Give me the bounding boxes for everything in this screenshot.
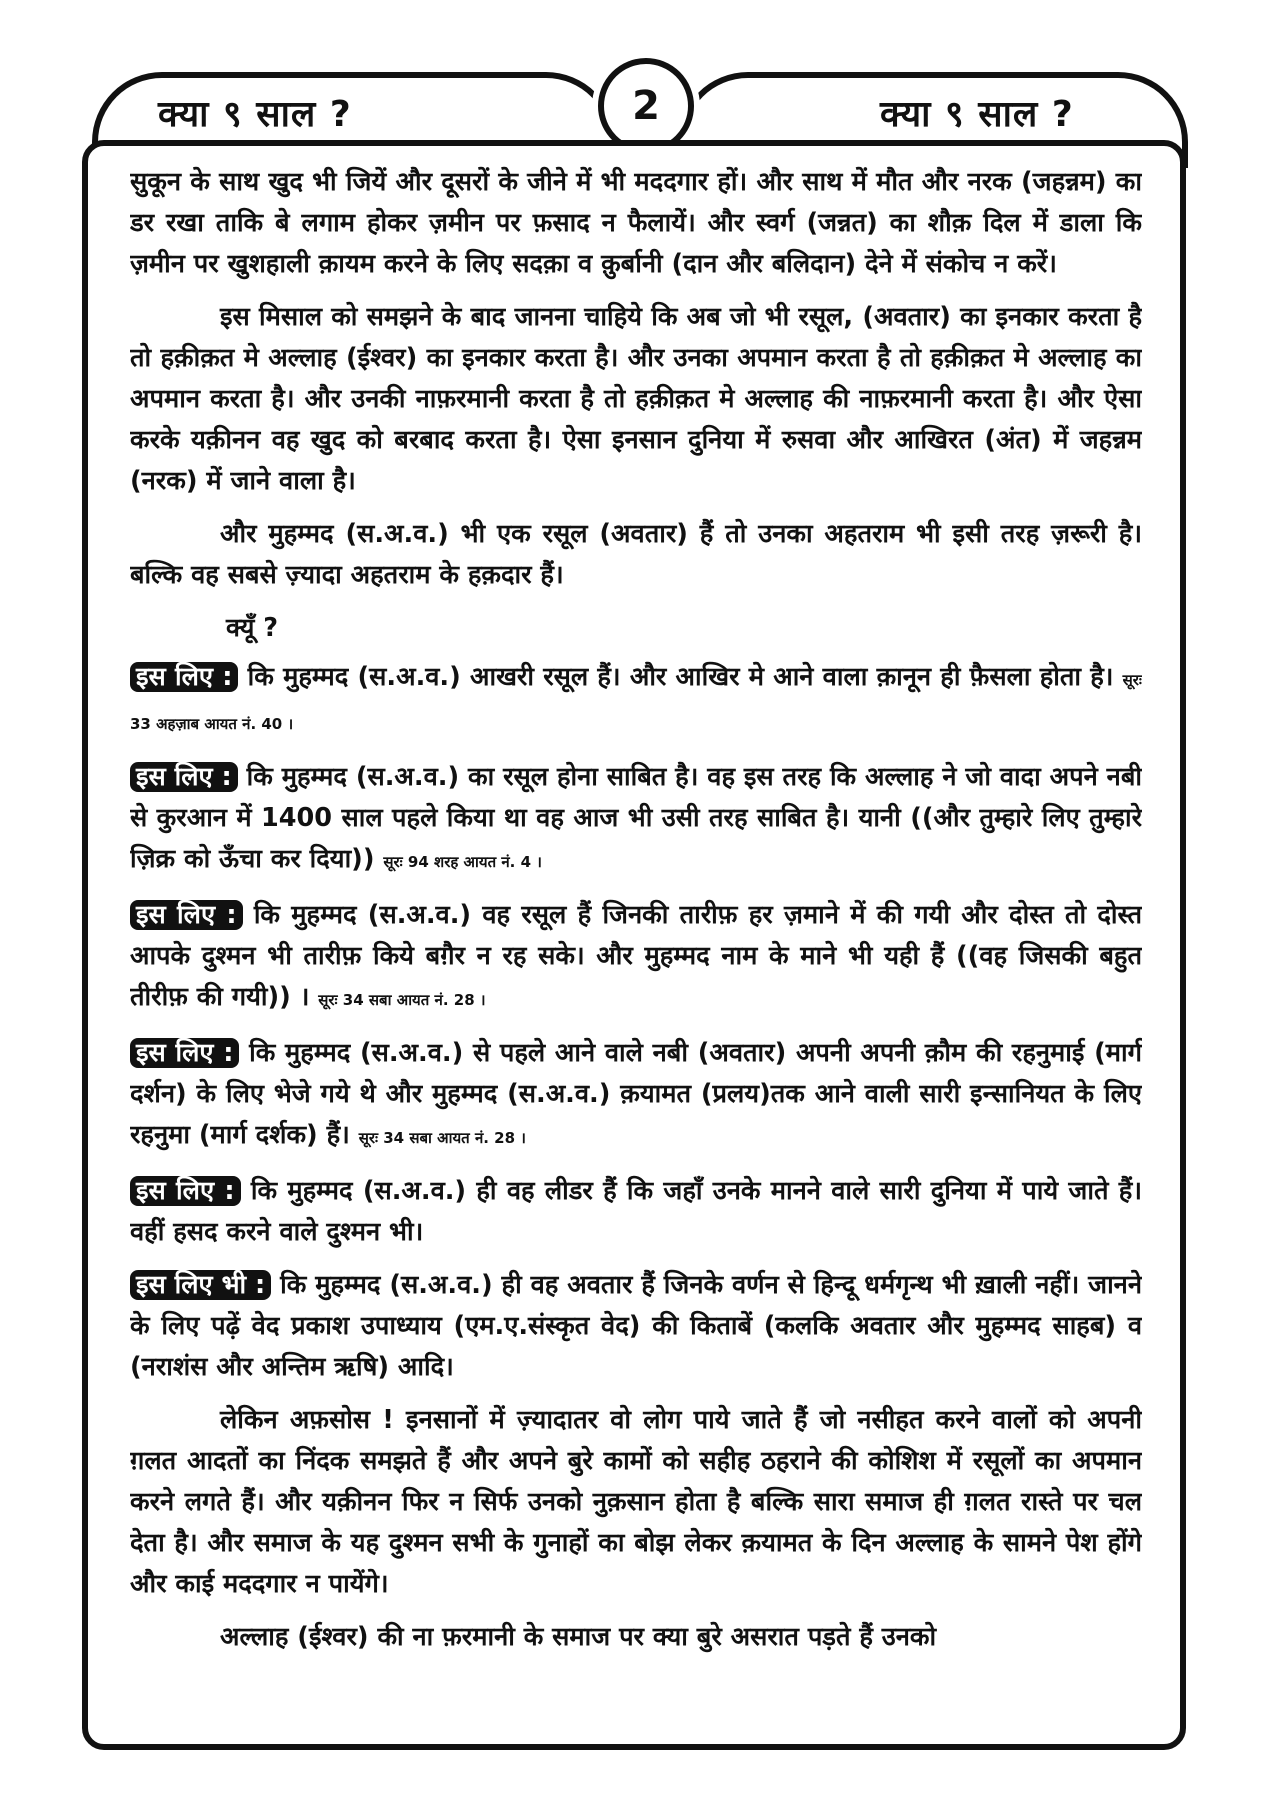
reason-paragraph	[130, 657, 1142, 745]
reason-text: कि मुहम्मद (स.अ.व.) ही वह लीडर हैं कि जहाँ उनके मानने वाले सारी दुनिया में पाये जाते हैं। वहीं हसद करने वाले दुश्मन भी।	[130, 1176, 1142, 1247]
paragraph-final: अल्लाह (ईश्वर) की ना फ़रमानी के समाज पर क्या बुरे असरात पड़ते हैं उनको	[220, 1622, 937, 1652]
reason-label: इस लिए :	[130, 900, 243, 930]
reason-text: कि मुहम्मद (स.अ.व.) आखरी रसूल हैं। और आखिर मे आने वाला क़ानून ही फ़ैसला होता है।	[247, 662, 1114, 692]
reason-reference: सूरः 33 अहज़ाब आयत नं. 40 ।	[130, 671, 1142, 733]
paragraph-afsos: लेकिन अफ़सोस ! इनसानों में ज़्यादातर वो लोग पाये जाते हैं जो नसीहत करने वालों को अपनी ग़लत आदतों का निंदक समझते हैं और अपने बुरे कामों को सहीह ठहराने की कोशिश में रसूलों का अपमान करने लगते हैं। और यक़ीनन फिर न सिर्फ उनको नुक़सान होता है बल्कि सारा समाज ही ग़लत रास्ते पर चल देता है। और समाज के यह दुश्मन सभी के गुनाहों का बोझ लेकर क़यामत के दिन अल्लाह के सामने पेश होंगे और काई मददगार न पायेंगे।	[130, 1405, 1142, 1599]
reason-reference: सूरः 94 शरह आयत नं. 4 ।	[383, 853, 542, 871]
header-left-title: क्या ९ साल ?	[158, 94, 352, 135]
paragraph-muhammad: और मुहम्मद (स.अ.व.) भी एक रसूल (अवतार) हैं तो उनका अहतराम भी इसी तरह ज़रूरी है। बल्कि वह सबसे ज़्यादा अहतराम के हक़दार हैं।	[130, 519, 1142, 590]
paragraph-intro: सुकून के साथ खुद भी जियें और दूसरों के जीने में भी मददगार हों। और साथ में मौत और नरक (जहन्नम) का डर रखा ताकि बे लगाम होकर ज़मीन पर फ़साद न फैलायें। और स्वर्ग (जन्नत) का शौक़ दिल में डाला कि ज़मीन पर खुशहाली क़ायम करने के लिए सदक़ा व क़ुर्बानी (दान और बलिदान) देने में संकोच न करें।	[130, 167, 1142, 279]
reason-paragraph	[130, 1171, 1142, 1253]
reason-paragraph	[130, 895, 1142, 1021]
reason-label: इस लिए :	[130, 762, 238, 792]
reason-reference: सूरः 34 सबा आयत नं. 28 ।	[358, 1129, 526, 1147]
reason-label: इस लिए :	[130, 662, 238, 692]
page-content	[130, 162, 1142, 1742]
reason-paragraph	[130, 757, 1142, 883]
reason-text: कि मुहम्मद (स.अ.व.) वह रसूल हैं जिनकी तारीफ़ हर ज़माने में की गयी और दोस्त तो दोस्त आपके दुश्मन भी तारीफ़ किये बग़ैर न रह सके। और मुहम्मद नाम के माने भी यही हैं ((वह जिसकी बहुत तीरीफ़ की गयी)) ।	[130, 900, 1142, 1012]
reason-text: कि मुहम्मद (स.अ.व.) का रसूल होना साबित है। वह इस तरह कि अल्लाह ने जो वादा अपने नबी से कुरआन में 1400 साल पहले किया था वह आज भी उसी तरह साबित है। यानी ((और तुम्हारे लिए तुम्हारे ज़िक्र को ऊँचा कर दिया))	[130, 762, 1142, 874]
reason-text: कि मुहम्मद (स.अ.व.) ही वह अवतार हैं जिनके वर्णन से हिन्दू धर्मगृन्थ भी ख़ाली नहीं। जानने के लिए पढ़ें वेद प्रकाश उपाध्याय (एम.ए.संस्कृत वेद) की किताबें (कलकि अवतार और मुहम्मद साहब) व (नराशंस और अन्तिम ऋषि) आदि।	[130, 1270, 1142, 1382]
reason-reference: सूरः 34 सबा आयत नं. 28 ।	[318, 991, 486, 1009]
reason-text: कि मुहम्मद (स.अ.व.) से पहले आने वाले नबी (अवतार) अपनी अपनी क़ौम की रहनुमाई (मार्ग दर्शन) के लिए भेजे गये थे और मुहम्मद (स.अ.व.) क़यामत (प्रलय)तक आने वाली सारी इन्सानियत के लिए रहनुमा (मार्ग दर्शक) हैं।	[130, 1038, 1142, 1150]
reason-paragraph	[130, 1033, 1142, 1159]
reason-label: इस लिए :	[130, 1038, 239, 1068]
header-right-title: क्या ९ साल ?	[880, 94, 1074, 135]
page-number: 2	[598, 58, 694, 154]
paragraph-rasool: इस मिसाल को समझने के बाद जानना चाहिये कि अब जो भी रसूल, (अवतार) का इनकार करता है तो हक़ीक़त मे अल्लाह (ईश्वर) का इनकार करता है। और उनका अपमान करता है तो हक़ीक़त मे अल्लाह का अपमान करता है। और उनकी नाफ़रमानी करता है तो हक़ीक़त मे अल्लाह की नाफ़रमानी करता है। और ऐसा करके यक़ीनन वह खुद को बरबाद करता है। ऐसा इनसान दुनिया में रुसवा और आखिरत (अंत) में जहन्नम (नरक) में जाने वाला है।	[130, 302, 1142, 496]
question-why: क्यूँ ?	[226, 613, 279, 643]
reason-label: इस लिए भी :	[130, 1270, 271, 1300]
reason-paragraph	[130, 1265, 1142, 1388]
reason-label: इस लिए :	[130, 1176, 241, 1206]
